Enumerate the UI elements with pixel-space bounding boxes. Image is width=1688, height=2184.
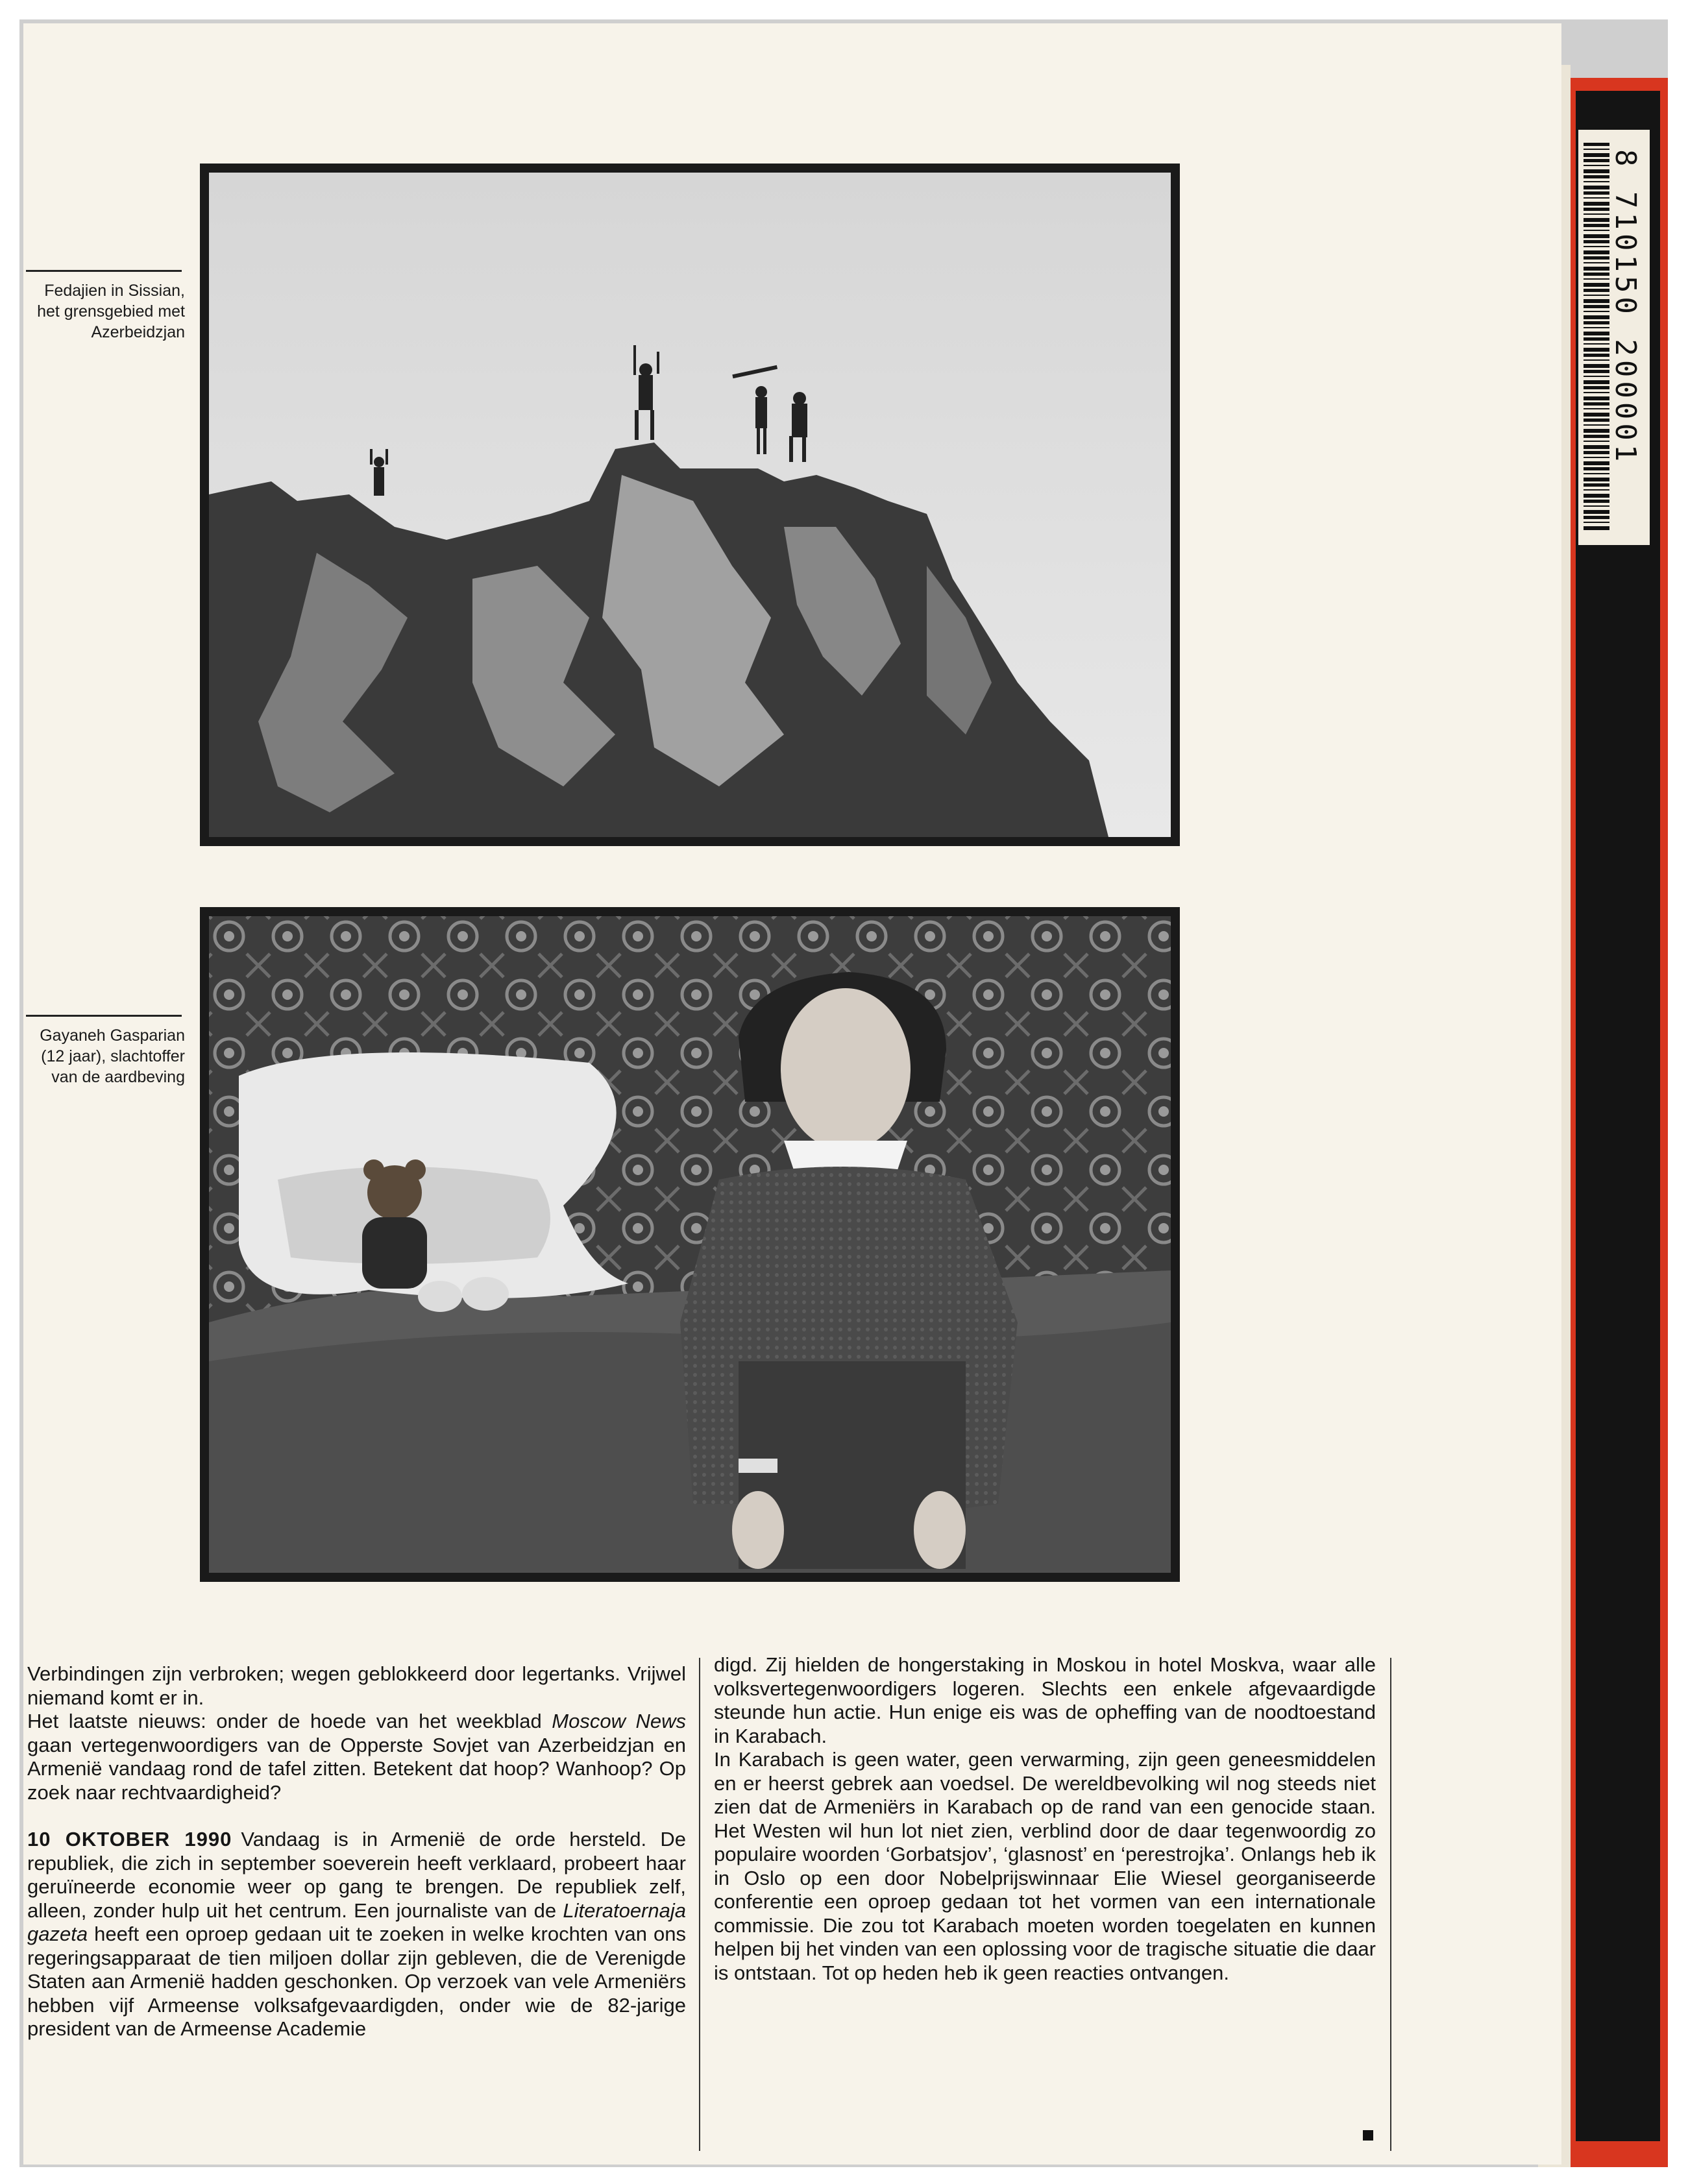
paragraph: In Karabach is geen water, geen verwarming, zijn geen geneesmiddelen en er heerst gebrek aan voedsel. De wereldbevolking wil nog steeds niet zien dat de Armeniërs in Karabach op de rand van een genocide staan. Het Westen wil hun lot niet zien, verblind door de daar tegenwoordig zo populaire woorden ‘Gorbatsjov’, ‘glasnost’ en ‘perestrojka’. Onlangs heb ik in Oslo op een door Nobelprijswinnaar Elie Wiesel georganiseerde conferentie een oproep gedaan tot het vormen van een internationale commissie. Die zou tot Karabach moeten worden toegelaten en kunnen helpen bij het vinden van een oplossing voor de tragische situatie die daar is ontstaan. Tot op heden heb ik geen reacties ontvangen. xyxy=(714,1748,1376,1984)
text-run: gaan vertegenwoordigers van de Opperste Sovjet van Azerbeidzjan en Armenië vandaag rond de tafel zitten. Betekent dat hoop? Wanhoop? Op zoek naar rechtvaardigheid? xyxy=(27,1733,686,1804)
column-divider xyxy=(699,1658,700,2151)
photo-gayaneh-gasparian xyxy=(200,907,1180,1582)
paragraph: digd. Zij hielden de hongerstaking in Moskou in hotel Moskva, waar alle volksvertegenwoordigers logeren. Slechts een enkele afgevaardigde steunde hun actie. Hun enige eis was de opheffing van de noodtoestand in Karabach. xyxy=(714,1653,1376,1747)
publication-title: Literatoernaja gazeta xyxy=(27,1899,686,1945)
caption-line: Azerbeidzjan xyxy=(91,323,185,341)
text-run: Vandaag is in Armenië de orde hersteld. De republiek, die zich in september soeverein heeft verklaard, probeert haar geruïneerde economie weer op gang te brengen. De republiek zelf, alleen, zonder hulp uit het centrum. Een journaliste van de xyxy=(27,1828,686,1922)
show-through-text xyxy=(39,1168,99,1363)
photo-gayaneh-image xyxy=(200,907,1180,1582)
end-of-article-mark xyxy=(1363,2130,1373,2141)
publication-title: Moscow News xyxy=(552,1710,686,1732)
caption-line: van de aardbeving xyxy=(51,1068,185,1086)
photo-fedajien-on-rocks xyxy=(200,164,1180,846)
text-run: heeft een oproep gedaan uit te zoeken in welke krochten van ons regeringsapparaat de tien miljoen dollar zijn gebleven, die de Verenigde Staten aan Armenië hadden geschonken. Op verzoek van vele Armeniërs hebben vijf Armeense volksafgevaardigden, onder wie de 82-jarige president van de Armeense Academie xyxy=(27,1923,686,2040)
caption-line: Fedajien in Sissian, xyxy=(44,282,185,300)
barcode-digits: 8 710150 200001 xyxy=(1609,149,1642,466)
caption-gayaneh xyxy=(26,1025,185,1087)
column-divider-right xyxy=(1390,1658,1391,2151)
caption-rule-1 xyxy=(26,270,182,272)
show-through-row xyxy=(39,1168,99,1363)
caption-line: het grensgebied met xyxy=(37,302,185,321)
article-column-right xyxy=(714,1653,1376,1985)
article-column-left xyxy=(27,1662,686,2041)
caption-line: Gayaneh Gasparian xyxy=(40,1026,185,1045)
caption-fedajien xyxy=(26,280,185,343)
caption-rule-2 xyxy=(26,1015,182,1017)
photo-fedajien-image xyxy=(200,164,1180,846)
dateline: 10 OKTOBER 1990 xyxy=(27,1828,232,1850)
paragraph: Verbindingen zijn verbroken; wegen geblokkeerd door legertanks. Vrijwel niemand komt er in. xyxy=(27,1662,686,1709)
paragraph xyxy=(27,1710,686,1804)
caption-line: (12 jaar), slachtoffer xyxy=(41,1047,185,1065)
text-run: Het laatste nieuws: onder de hoede van het weekblad xyxy=(27,1710,552,1732)
paragraph xyxy=(27,1828,686,2041)
